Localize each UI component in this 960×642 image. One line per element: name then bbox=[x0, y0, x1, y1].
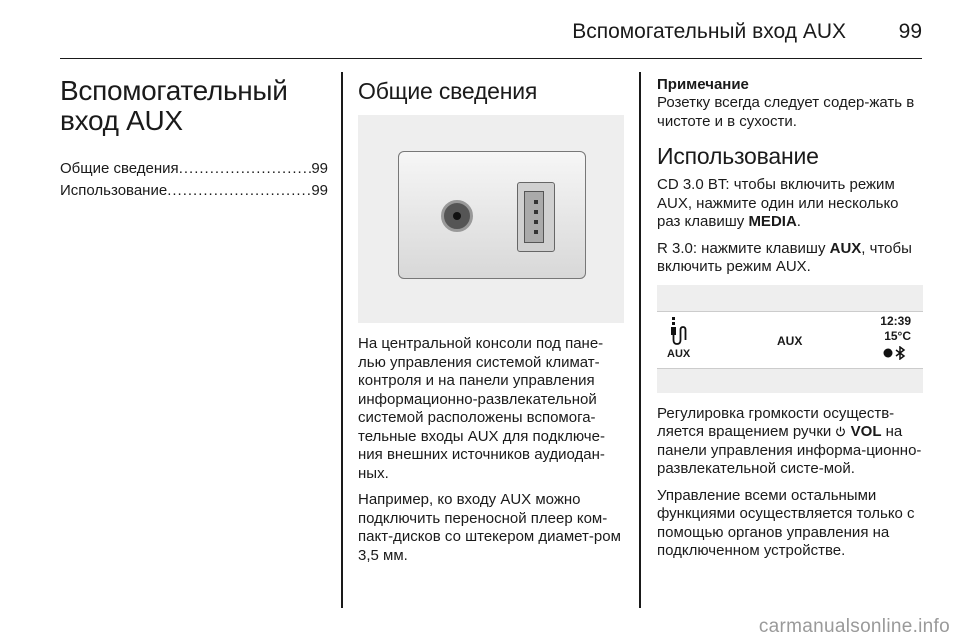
toc-page: 99 bbox=[311, 182, 328, 199]
radio-display bbox=[657, 311, 923, 369]
aux-panel-plate bbox=[398, 151, 586, 279]
page-number: 99 bbox=[898, 20, 922, 43]
chapter-title-line1: Вспомогательный bbox=[60, 75, 288, 106]
column-divider bbox=[341, 72, 343, 608]
aux-jack-icon bbox=[441, 200, 473, 232]
general-paragraph-2: Например, ко входу AUX можно подключить переносной плеер ком-пакт-дисков со штекером диамет-ром 3,5 мм. bbox=[358, 491, 621, 564]
bluetooth-icon bbox=[883, 346, 909, 360]
aux-key-label: AUX bbox=[829, 239, 862, 257]
display-time: 12:39 bbox=[880, 313, 911, 328]
chapter-column bbox=[60, 72, 328, 202]
display-source-label: AUX bbox=[777, 333, 803, 348]
usage-paragraph-3: Регулировка громкости осуществ-ляется вращением ручки VOL на панели управления информа-ционно-развлекательной систе-мой. bbox=[657, 404, 922, 477]
note-heading: Примечание bbox=[657, 76, 749, 93]
toc-entry[interactable] bbox=[60, 180, 328, 202]
toc-dots bbox=[179, 158, 312, 180]
display-temperature: 15°C bbox=[884, 328, 911, 343]
section-heading-usage: Использование bbox=[657, 143, 819, 169]
note-text: Розетку всегда следует содер-жать в чистоте и в сухости. bbox=[657, 94, 915, 130]
radio-display-illustration bbox=[657, 285, 923, 393]
usb-port-icon bbox=[517, 182, 555, 252]
toc-label: Использование bbox=[60, 182, 168, 199]
media-key-label: MEDIA bbox=[748, 213, 797, 230]
power-knob-icon bbox=[835, 426, 846, 437]
toc-entry[interactable] bbox=[60, 158, 328, 180]
vol-key-label: VOL bbox=[850, 423, 882, 440]
usage-paragraph-1: CD 3.0 BT: чтобы включить режим AUX, нажмите один или несколько раз клавишу MEDIA. bbox=[657, 176, 899, 230]
page-header bbox=[60, 14, 922, 59]
usage-paragraph-2: R 3.0: нажмите клавишу AUX, чтобы включить режим AUX. bbox=[657, 239, 912, 275]
usage-column bbox=[657, 76, 923, 569]
display-source-small: AUX bbox=[667, 347, 691, 360]
toc-dots bbox=[167, 180, 311, 202]
usage-paragraph-4: Управление всеми остальными функциями осуществляется только с помощью органов управления на подключенном устройстве. bbox=[657, 486, 915, 559]
audio-plug-icon bbox=[667, 316, 697, 346]
header-title: Вспомогательный вход AUX bbox=[572, 20, 846, 43]
column-divider bbox=[639, 72, 641, 608]
toc-label: Общие сведения bbox=[60, 160, 179, 177]
chapter-title bbox=[60, 76, 328, 136]
toc-page: 99 bbox=[311, 160, 328, 177]
watermark: carmanualsonline.info bbox=[758, 616, 950, 637]
chapter-title-line2: вход AUX bbox=[60, 105, 183, 136]
general-paragraph-1: На центральной консоли под пане-лью управления системой климат-контроля и на панели управления информационно-развлекательной системой расположены вспомога-тельные входы AUX для подключе-ния внешних источников аудиодан-ных. bbox=[358, 335, 605, 482]
section-heading-general: Общие сведения bbox=[358, 78, 538, 104]
aux-panel-illustration bbox=[358, 115, 624, 323]
general-column bbox=[358, 72, 624, 573]
